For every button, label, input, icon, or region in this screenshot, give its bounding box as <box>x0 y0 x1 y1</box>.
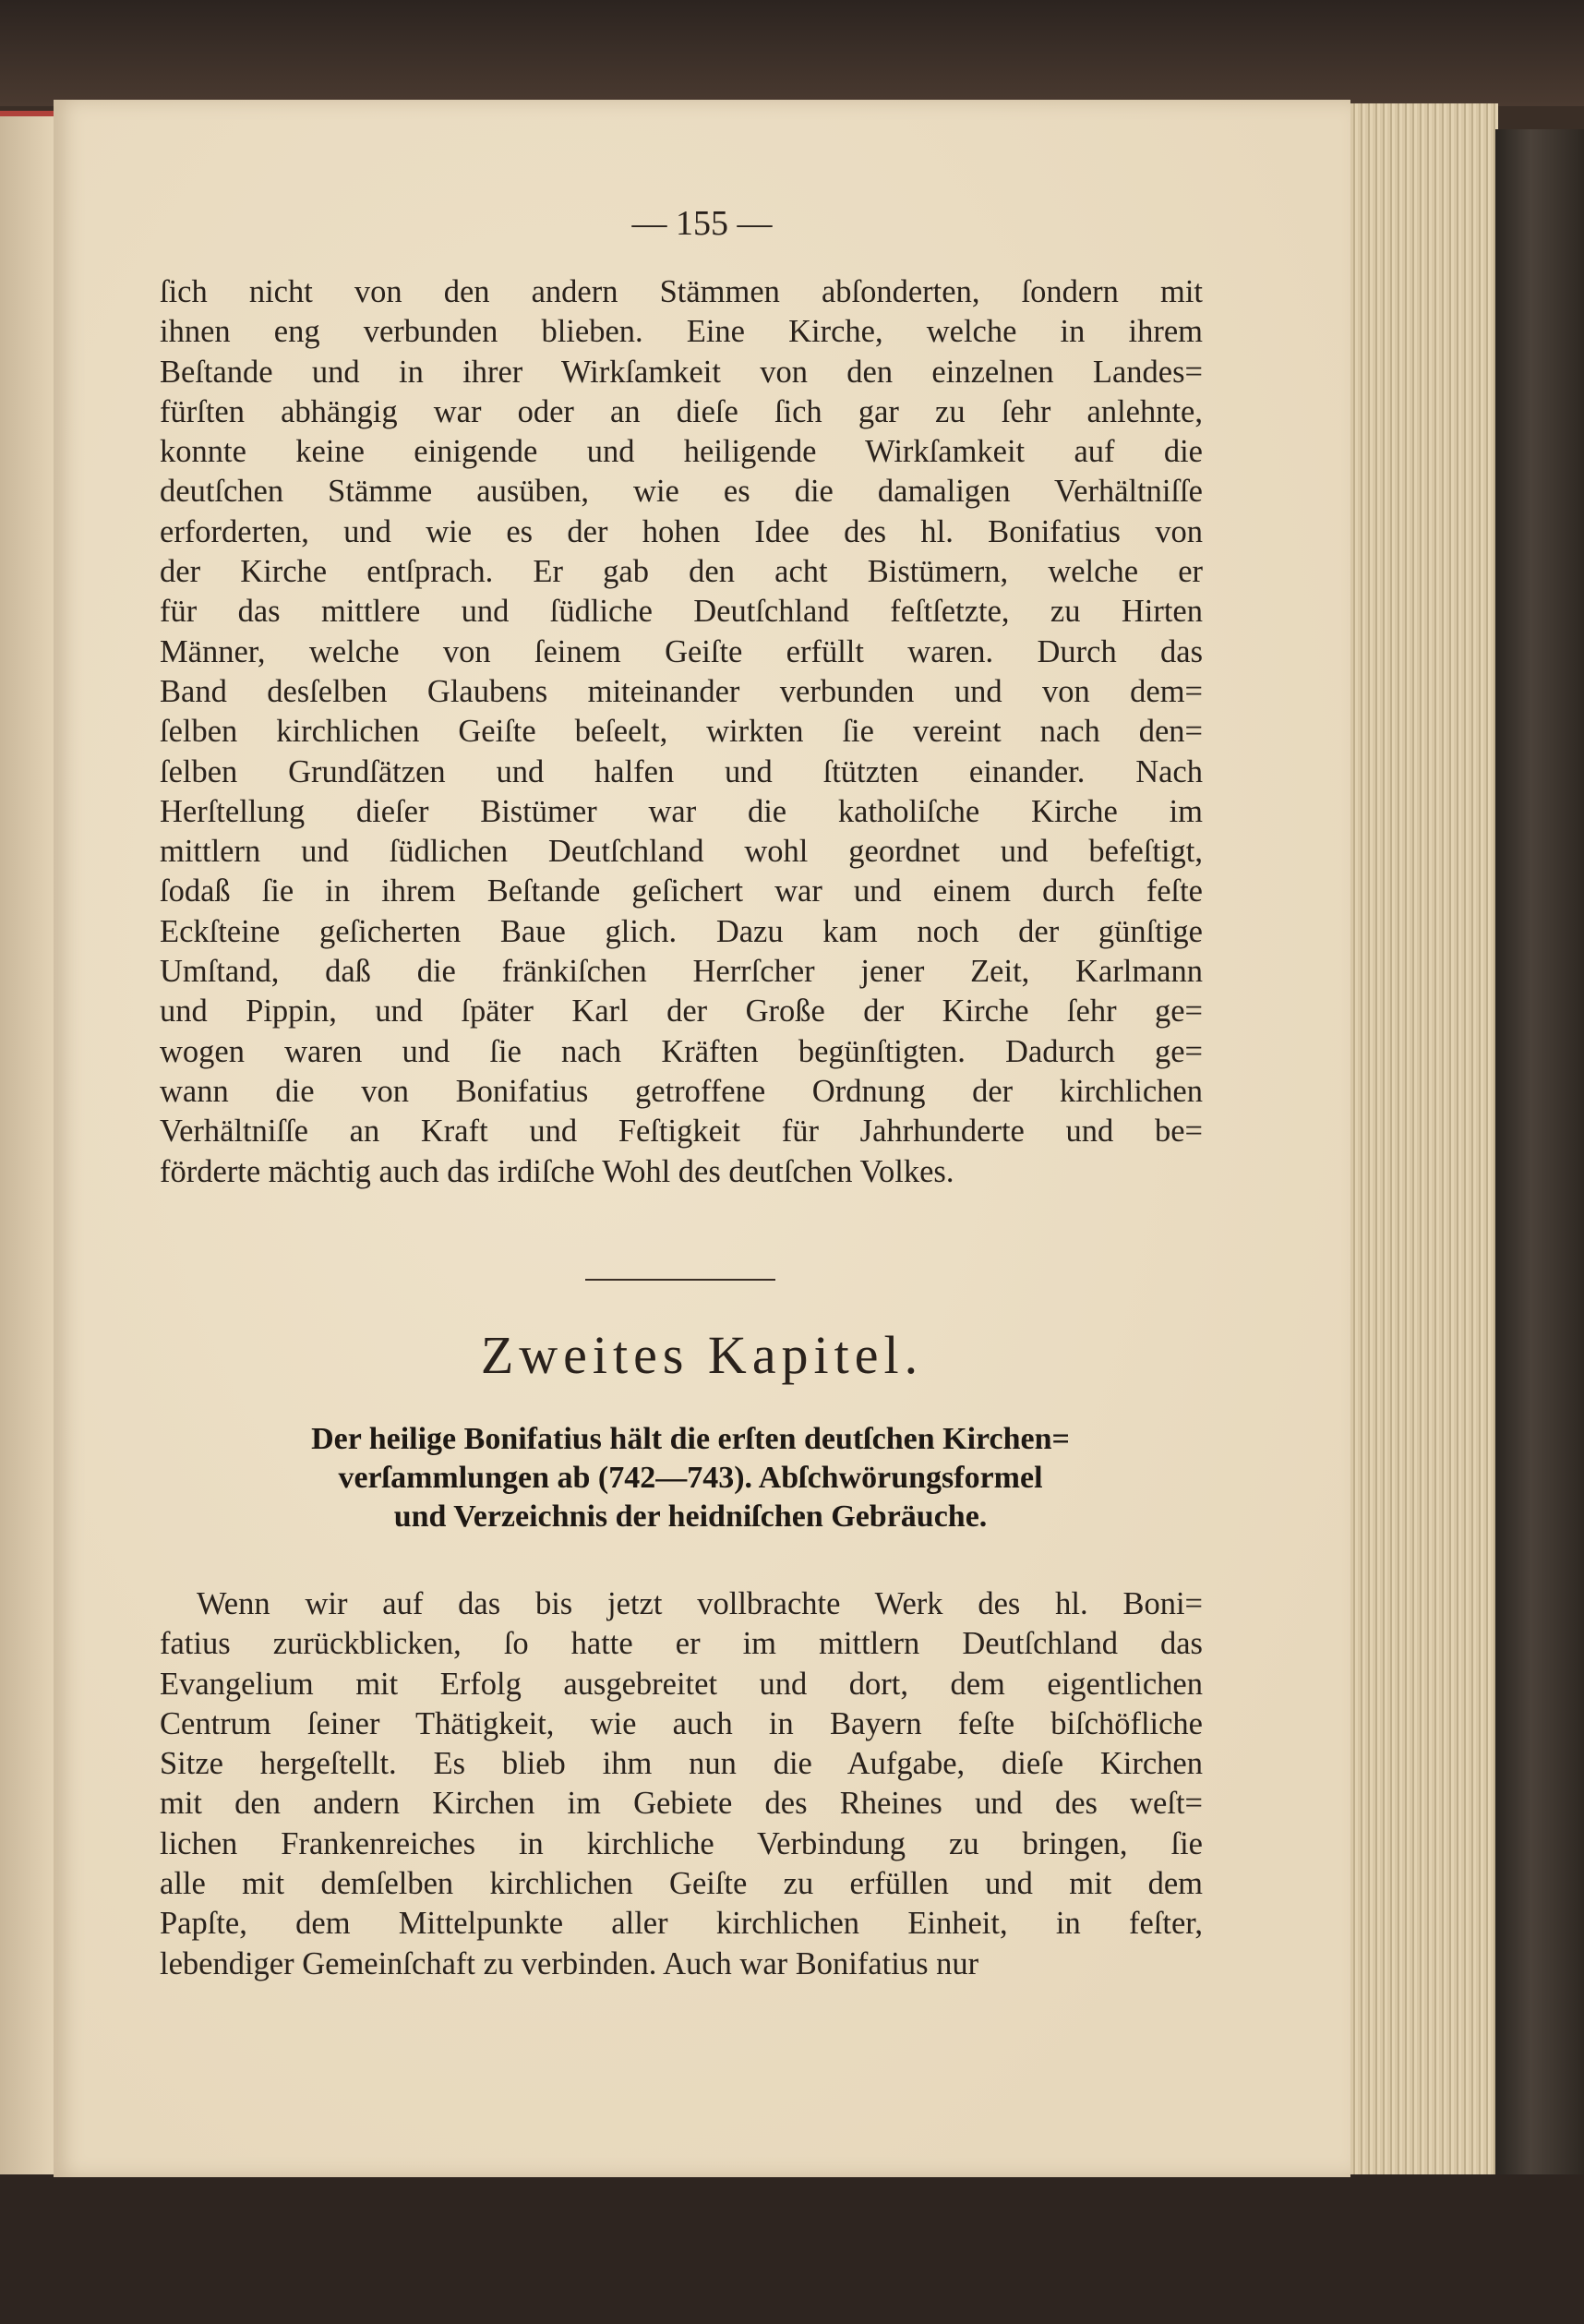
left-page-edge <box>0 115 54 2211</box>
text-line: Herſtellung dieſer Bistümer war die katholiſche Kirche im <box>160 793 1203 829</box>
text-line: Eckſteine geſicherten Baue glich. Dazu kam noch der günſtige <box>160 913 1203 949</box>
text-line: Band desſelben Glaubens miteinander verbunden und von dem= <box>160 673 1203 709</box>
chapter-title: Zweites Kapitel. <box>480 1325 924 1385</box>
text-line: wogen waren und ſie nach Kräften begünſtigten. Dadurch ge= <box>160 1033 1203 1069</box>
text-line: mit den andern Kirchen im Gebiete des Rheines und des weſt= <box>160 1786 1203 1822</box>
text-line: ihnen eng verbunden blieben. Eine Kirche, welche in ihrem <box>160 314 1203 350</box>
text-line: Sitze hergeſtellt. Es blieb ihm nun die Aufgabe, dieſe Kirchen <box>160 1746 1203 1782</box>
text-line: ſich nicht von den andern Stämmen abſonderten, ſondern mit <box>160 274 1203 309</box>
text-line: Papſte, dem Mittelpunkte aller kirchlichen Einheit, in feſter, <box>160 1906 1203 1942</box>
paragraph-2 <box>160 1584 1203 1984</box>
text-line: Evangelium mit Erfolg ausgebreitet und dort, dem eigentlichen <box>160 1666 1203 1702</box>
text-line: konnte keine einigende und heiligende Wirkſamkeit auf die <box>160 434 1203 470</box>
text-line: förderte mächtig auch das irdiſche Wohl des deutſchen Volkes. <box>160 1153 954 1189</box>
paragraph-1 <box>160 272 1203 1192</box>
chapter-subtitle <box>146 1420 1235 1536</box>
background-bottom <box>0 2174 1584 2324</box>
background <box>0 0 1584 106</box>
text-line: lichen Frankenreiches in kirchliche Verbindung zu bringen, ſie <box>160 1825 1203 1861</box>
text-line: Beſtande und in ihrer Wirkſamkeit von den einzelnen Landes= <box>160 354 1203 390</box>
subtitle-line: verſammlungen ab (742—743). Abſchwörungsformel <box>338 1461 1043 1495</box>
text-line: und Pippin, und ſpäter Karl der Große der Kirche ſehr ge= <box>160 993 1203 1030</box>
text-line: ſelben Grundſätzen und halfen und ſtützten einander. Nach <box>160 753 1203 789</box>
text-line: mittlern und ſüdlichen Deutſchland wohl geordnet und befeſtigt, <box>160 834 1203 870</box>
subtitle-line: Der heilige Bonifatius hält die erſten deutſchen Kirchen= <box>311 1422 1070 1456</box>
page-number: — 155 — <box>631 204 773 243</box>
text-line: Männer, welche von ſeinem Geiſte erfüllt waren. Durch das <box>160 633 1203 669</box>
text-line: fürſten abhängig war oder an dieſe ſich gar zu ſehr anlehnte, <box>160 393 1203 429</box>
text-line: Centrum ſeiner Thätigkeit, wie auch in Bayern feſte biſchöfliche <box>160 1705 1203 1741</box>
text-line: lebendiger Gemeinſchaft zu verbinden. Auch war Bonifatius nur <box>160 1945 979 1981</box>
text-line: ſodaß ſie in ihrem Beſtande geſichert war und einem durch feſte <box>160 873 1203 909</box>
text-line: Umſtand, daß die fränkiſchen Herrſcher jener Zeit, Karlmann <box>160 954 1203 990</box>
text-line: Wenn wir auf das bis jetzt vollbrachte Werk des hl. Boni= <box>197 1586 1203 1621</box>
text-line: deutſchen Stämme ausüben, wie es die damaligen Verhältniſſe <box>160 474 1203 510</box>
page-stack-edges <box>1350 103 1498 2181</box>
left-page-red-edge <box>0 111 54 116</box>
subtitle-line: und Verzeichnis der heidniſchen Gebräuche. <box>393 1499 988 1534</box>
text-line: fatius zurückblicken, ſo hatte er im mittlern Deutſchland das <box>160 1626 1203 1662</box>
text-line: Verhältniſſe an Kraft und Feſtigkeit für Jahrhunderte und be= <box>160 1114 1203 1150</box>
text-line: erforderten, und wie es der hohen Idee des hl. Bonifatius von <box>160 513 1203 549</box>
text-line: der Kirche entſprach. Er gab den acht Bistümern, welche er <box>160 554 1203 590</box>
text-line: alle mit demſelben kirchlichen Geiſte zu erfüllen und mit dem <box>160 1866 1203 1902</box>
text-line: für das mittlere und ſüdliche Deutſchland feſtſetzte, zu Hirten <box>160 594 1203 630</box>
text-line: wann die von Bonifatius getroffene Ordnung der kirchlichen <box>160 1073 1203 1109</box>
text-line: ſelben kirchlichen Geiſte beſeelt, wirkten ſie vereint nach den= <box>160 714 1203 750</box>
book-page <box>54 100 1350 2177</box>
book-cover <box>1495 129 1584 2253</box>
section-divider <box>585 1279 775 1281</box>
